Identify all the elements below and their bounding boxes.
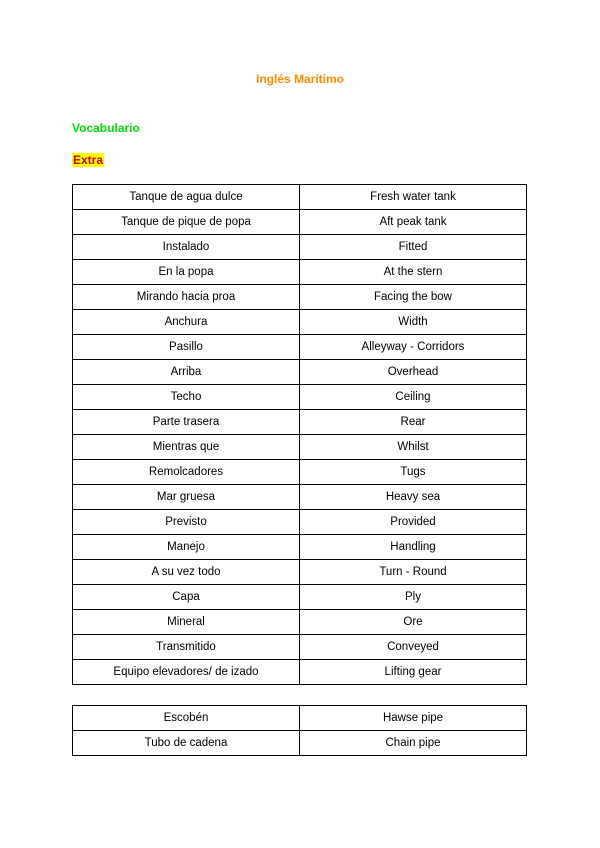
spanish-term-cell: Tubo de cadena xyxy=(73,731,300,756)
vocabulary-table xyxy=(72,184,527,685)
english-term-cell: Ore xyxy=(300,610,527,635)
table-row xyxy=(73,510,527,535)
spanish-term-cell: Tanque de pique de popa xyxy=(73,210,300,235)
table-row xyxy=(73,335,527,360)
spanish-term-cell: Parte trasera xyxy=(73,410,300,435)
english-term-cell: Aft peak tank xyxy=(300,210,527,235)
spanish-term-cell: Equipo elevadores/ de izado xyxy=(73,660,300,685)
english-term-cell: Fitted xyxy=(300,235,527,260)
table-row xyxy=(73,535,527,560)
english-term-cell: Ply xyxy=(300,585,527,610)
spanish-term-cell: En la popa xyxy=(73,260,300,285)
spanish-term-cell: Pasillo xyxy=(73,335,300,360)
english-term-cell: Ceiling xyxy=(300,385,527,410)
english-term-cell: Turn - Round xyxy=(300,560,527,585)
spanish-term-cell: Mar gruesa xyxy=(73,485,300,510)
table-row xyxy=(73,460,527,485)
spanish-term-cell: Mientras que xyxy=(73,435,300,460)
english-term-cell: Chain pipe xyxy=(300,731,527,756)
table-row xyxy=(73,385,527,410)
english-term-cell: Alleyway - Corridors xyxy=(300,335,527,360)
english-term-cell: Lifting gear xyxy=(300,660,527,685)
english-term-cell: Fresh water tank xyxy=(300,185,527,210)
table-row xyxy=(73,410,527,435)
english-term-cell: Width xyxy=(300,310,527,335)
table-row xyxy=(73,360,527,385)
english-term-cell: Rear xyxy=(300,410,527,435)
spanish-term-cell: Instalado xyxy=(73,235,300,260)
table-row xyxy=(73,706,527,731)
english-term-cell: Overhead xyxy=(300,360,527,385)
english-term-cell: Conveyed xyxy=(300,635,527,660)
spanish-term-cell: Escobén xyxy=(73,706,300,731)
spanish-term-cell: Tanque de agua dulce xyxy=(73,185,300,210)
spanish-term-cell: Arriba xyxy=(73,360,300,385)
page-title: Inglés Marítimo xyxy=(255,72,344,86)
spanish-term-cell: Techo xyxy=(73,385,300,410)
english-term-cell: Whilst xyxy=(300,435,527,460)
spanish-term-cell: Capa xyxy=(73,585,300,610)
table-row xyxy=(73,610,527,635)
table-row xyxy=(73,731,527,756)
table-row xyxy=(73,235,527,260)
english-term-cell: Handling xyxy=(300,535,527,560)
spanish-term-cell: Previsto xyxy=(73,510,300,535)
table-row xyxy=(73,435,527,460)
table-row xyxy=(73,585,527,610)
table-row xyxy=(73,185,527,210)
spanish-term-cell: Anchura xyxy=(73,310,300,335)
table-row xyxy=(73,660,527,685)
table-row xyxy=(73,485,527,510)
subsection-heading: Extra xyxy=(73,153,104,167)
table-row xyxy=(73,310,527,335)
english-term-cell: Facing the bow xyxy=(300,285,527,310)
spanish-term-cell: Mineral xyxy=(73,610,300,635)
english-term-cell: Hawse pipe xyxy=(300,706,527,731)
table-row xyxy=(73,560,527,585)
english-term-cell: Tugs xyxy=(300,460,527,485)
table-row xyxy=(73,210,527,235)
table-row xyxy=(73,285,527,310)
english-term-cell: Heavy sea xyxy=(300,485,527,510)
spanish-term-cell: Transmitido xyxy=(73,635,300,660)
spanish-term-cell: A su vez todo xyxy=(73,560,300,585)
spanish-term-cell: Manejo xyxy=(73,535,300,560)
section-heading: Vocabulario xyxy=(72,121,140,135)
english-term-cell: Provided xyxy=(300,510,527,535)
spanish-term-cell: Mirando hacia proa xyxy=(73,285,300,310)
english-term-cell: At the stern xyxy=(300,260,527,285)
table-row xyxy=(73,635,527,660)
table-row xyxy=(73,260,527,285)
spanish-term-cell: Remolcadores xyxy=(73,460,300,485)
vocabulary-table-secondary xyxy=(72,705,527,756)
